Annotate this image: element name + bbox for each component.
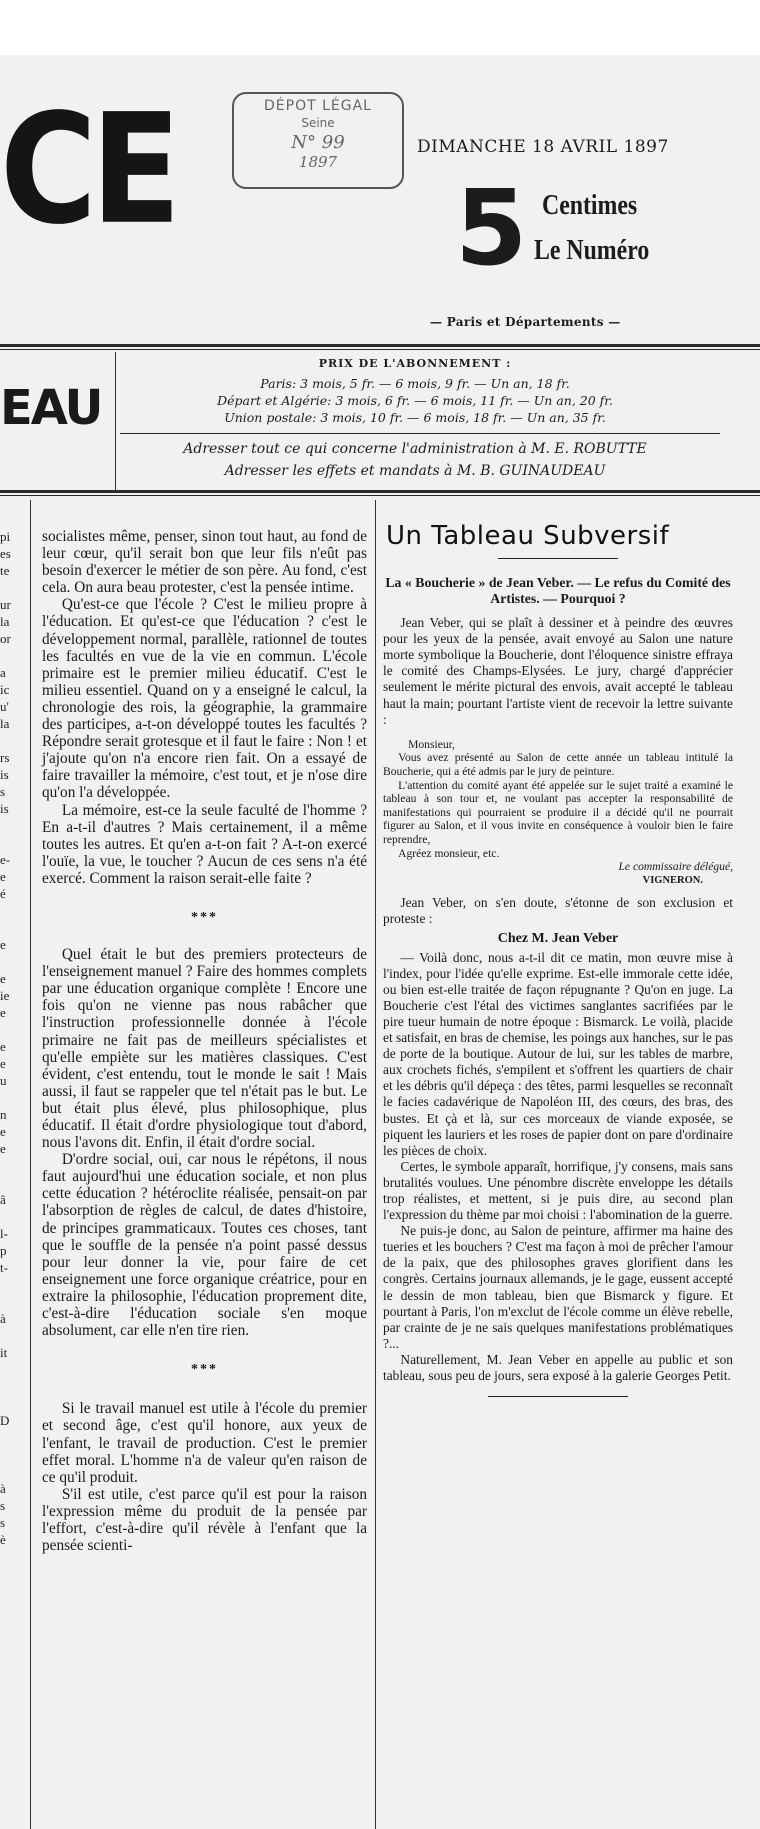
article-paragraph: — Voilà donc, nous a-t-il dit ce matin, mon œuvre mise à l'index, pour l'idée qu'elle exprime. Est-elle immorale cette idée, ou bien est-elle traitée de façon répugnante ? Qu'on en juge. La Boucherie c'est l'étal des victimes sanglantes sacrifiées par le pire tueur humain de notre époque : Bismarck. Le voilà, placide et satisfait, en bras de chemise, les poings aux hanches, sur le pas de porte de la boutique. Autour de lui, sur les tables de marbre, aux crochets fichés, s'empilent et s'offrent les quartiers de chair et les débris qu'il dépeça : des têtes, parmi lesquelles se reconnaît le facies cadavérique de Napoléon III, des cœurs, des bras, des bustes. Et çà et là, sur ces morceaux de viande exposée, se piquent les lauriers et les roses de papier dont on pare d'ordinaire les pièces de choix. <box>383 949 733 1158</box>
stamp-line-4: 1897 <box>298 153 338 171</box>
paragraph: socialistes même, penser, sinon tout haut, au fond de leur cœur, qu'il serait bon que leur fils n'eût pas besoin d'exercer le métier de son père. Au fond, c'est cela. On aura beau protester, c'est la pensée intime. <box>42 528 367 597</box>
distribution-line: — Paris et Départements — <box>430 315 621 329</box>
paragraph: Qu'est-ce que l'école ? C'est le milieu propre à l'éducation. Et qu'est-ce que l'éducation ? c'est le développement normal, parallèle, rationnel de toutes les facultés en vue de la vie en commun. L'école primaire est le premier milieu éducatif. C'est le milieu essentiel. Quand on y a enseigné le calcul, la chronologie des rois, la géographie, la grammaire des participes, a-t-on développé toutes les facultés ? Répondre serait grotesque et il faut le faire : Non ! et j'ajoute qu'on n'a encore rien fait. On a essayé de faire travailler la mémoire, c'est tout, et je n'ose dire qu'on l'a développée. <box>42 596 367 802</box>
price-le-numero: Le Numéro <box>534 235 650 266</box>
article-intro: Jean Veber, qui se plaît à dessiner et à peindre des œuvres pour les yeux de la pensée, avait envoyé au Salon une nature morte symbolique la Boucherie, dont l'éloquence sinistre effraya le comité des Champs-Elysées. Le jury, chargé d'apprécier seulement le mérite pictural des envois, avait accepté le tableau haut la main; pourtant l'artiste vient de recevoir la lettre suivante : <box>383 615 733 727</box>
letter-paragraph: Vous avez présenté au Salon de cette année un tableau intitulé la Boucherie, qui a été admis par le jury de peinture. <box>383 751 733 778</box>
letter-paragraph: L'attention du comité ayant été appelée sur le sujet traité a examiné le tableau à son tour et, ne voulant pas accepter la responsabilité de manifestations qui pourraient se produire il a décidé qu'il ne pourrait figurer au Salon, et il vous invite en conséquence à vouloir bien le faire reprendre, <box>383 778 733 846</box>
article-column <box>383 521 733 1397</box>
price-centimes: Centimes <box>542 190 638 221</box>
paragraph: S'il est utile, c'est parce qu'il est pour la raison l'expression même du produit de la pensée par l'effort, c'est-à-dire qu'il révèle à l'enfant que la pensée scienti- <box>42 1485 367 1555</box>
column-divider-left <box>30 500 31 1829</box>
header-bottom-rule-thin <box>0 495 760 496</box>
banner-fragment: EAU <box>0 380 102 436</box>
subscription-union: Union postale: 3 mois, 10 fr. — 6 mois, 18 fr. — Un an, 35 fr. <box>224 410 606 425</box>
subscription-departements: Départ et Algérie: 3 mois, 6 fr. — 6 mois, 11 fr. — Un an, 20 fr. <box>217 393 613 408</box>
article-paragraph: Ne puis-je donc, au Salon de peinture, affirmer ma haine des tueries et les bouchers ? C'est ma façon à moi de prêcher l'amour de la paix, que des philosophes graves glorifient dans les congrès. Certains journaux allemands, je le gage, eussent accepté le dessin de mon tableau, bien que Bismarck y figure. Et pourtant à Paris, l'on m'exclut de l'école comme un élève rebelle, par crainte de je ne sais quelques manifestations problématiques ?... <box>383 1223 733 1351</box>
masthead-rule-thin <box>0 349 760 350</box>
article-end-rule <box>488 1396 628 1397</box>
section-stars: *** <box>191 909 218 925</box>
mandats-address: Adresser les effets et mandats à M. B. GUINAUDEAU <box>224 463 606 479</box>
paragraph: La mémoire, est-ce la seule faculté de l'homme ? En a-t-il d'autres ? Mais certainement, il a même toutes les autres. Et qu'en a-t-on fait ? A-t-on exercé l'ouïe, la vue, le toucher ? Aucun de ces sens n'a été exercé. Comment la raison serait-elle faite ? <box>42 801 367 887</box>
header-bottom-rule <box>0 490 760 493</box>
subscription-heading: PRIX DE L'ABONNEMENT : <box>318 357 512 370</box>
stamp-line-3: N° 99 <box>291 132 345 153</box>
middle-column <box>42 528 367 1554</box>
paragraph: D'ordre social, oui, car nous le répétons, il nous faut aujourd'hui une éducation sociale, et non plus cette éducation ? hétéroclite réalisée, pensait-on par l'absorption de règles de calcul, de dates d'histoire, de principes grammaticaux. Toutes ces choses, tant que le souffle de la pensée n'a point passé dessus pour leur donner la vie, pour faire de cet enseignement une force organique créatrice, pour en extraire la philosophie, l'éducation proprement dite, c'est-à-dire l'éducation sociale s'en moque absolument, car elle n'en tire rien. <box>42 1151 367 1340</box>
article-headline: Un Tableau Subversif <box>386 521 670 551</box>
left-column-fragment: pi es te ur la or a ic u' la rs is s is e- e é e e ie e e e u n e e â l- p t- à it D à s s è <box>0 529 11 1547</box>
article-paragraph: Certes, le symbole apparaît, horrifique, j'y consens, mais sans brutalités voulues. Une pénombre discrète enveloppe les détails trop réalistes, et mettent, si je puis dire, au second plan l'expression du thème par moi choisi : l'abomination de la guerre. <box>383 1158 733 1223</box>
stamp-line-2: Seine <box>301 116 335 130</box>
headline-rule <box>498 558 618 559</box>
signature-name: VIGNERON. <box>642 874 703 886</box>
article-paragraph: Naturellement, M. Jean Veber en appelle au public et son tableau, sous peu de jours, sera exposé à la galerie Georges Petit. <box>383 1351 733 1383</box>
price-digit: 5 <box>455 167 528 289</box>
subscription-rule <box>120 433 720 434</box>
section-stars: *** <box>191 1362 218 1378</box>
paragraph: Quel était le but des premiers protecteurs de l'enseignement manuel ? Faire des hommes complets par une éducation organique complète ! Encore une fois qu'on ne vienne pas nous rabâcher que l'instruction professionnelle donnée à l'école primaire ne fait pas de meilleurs spécialistes et qu'elle empiète sur les matières classiques. C'est évident, c'est entendu, tout le monde le sait ! Mais aussi, il faut se rappeler que tel n'était pas le but. Le but était plus élevé, plus philosophique, plus éducatif. Il était d'ordre physiologique tout d'abord, nous l'avons dit. Enfin, il était d'ordre social. <box>42 946 367 1152</box>
letter-close: Agréez monsieur, etc. <box>398 846 500 860</box>
depot-legal-stamp <box>232 92 404 189</box>
stamp-line-1: DÉPOT LÉGAL <box>264 98 372 114</box>
issue-date: DIMANCHE 18 AVRIL 1897 <box>417 137 669 157</box>
article-paragraph: Jean Veber, on s'en doute, s'étonne de son exclusion et proteste : <box>383 895 733 927</box>
paragraph: Si le travail manuel est utile à l'école du premier et second âge, c'est qu'il honore, aux yeux de l'enfant, le travail de production. C'est le premier effet moral. L'homme n'a de valeur qu'en raison de ce qu'il produit. <box>42 1400 367 1486</box>
administration-address: Adresser tout ce qui concerne l'administration à M. E. ROBUTTE <box>183 441 647 457</box>
header-divider <box>115 352 116 490</box>
column-divider-right <box>375 500 376 1829</box>
signature-title: Le commissaire délégué, <box>618 860 733 874</box>
masthead-rule <box>0 344 760 347</box>
masthead-title-fragment: CE <box>0 81 176 259</box>
interview-heading: Chez M. Jean Veber <box>497 931 619 947</box>
subscription-paris: Paris: 3 mois, 5 fr. — 6 mois, 9 fr. — Un an, 18 fr. <box>260 376 570 391</box>
article-subheading: La « Boucherie » de Jean Veber. — Le refus du Comité des Artistes. — Pourquoi ? <box>385 575 731 607</box>
letter-salutation: Monsieur, <box>408 737 455 751</box>
